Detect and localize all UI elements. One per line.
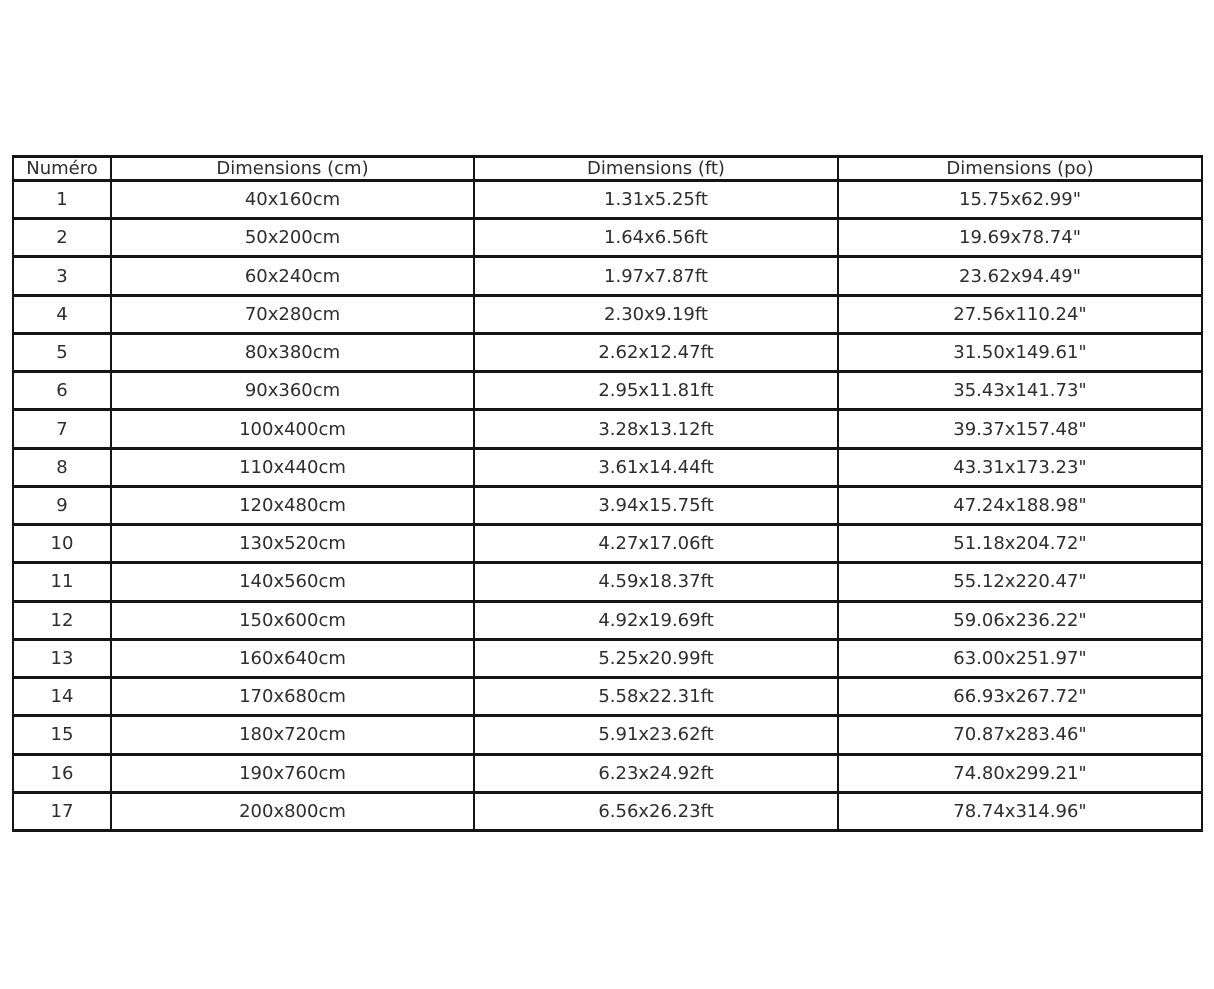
- table-cell: 2.95x11.81ft: [474, 372, 838, 410]
- table-cell: 70.87x283.46": [838, 716, 1202, 754]
- table-cell: 120x480cm: [111, 486, 474, 524]
- table-row: [13, 792, 1202, 830]
- table-row: [13, 448, 1202, 486]
- table-cell: 160x640cm: [111, 639, 474, 677]
- table-row: [13, 525, 1202, 563]
- table-cell: 190x760cm: [111, 754, 474, 792]
- table-row: [13, 257, 1202, 295]
- table-cell: 59.06x236.22": [838, 601, 1202, 639]
- column-header-dimensions-ft: Dimensions (ft): [474, 157, 838, 181]
- column-header-dimensions-po: Dimensions (po): [838, 157, 1202, 181]
- header-row: [13, 157, 1202, 181]
- table-cell: 17: [13, 792, 111, 830]
- table-row: [13, 181, 1202, 219]
- table-row: [13, 486, 1202, 524]
- table-cell: 3.28x13.12ft: [474, 410, 838, 448]
- table-cell: 80x380cm: [111, 333, 474, 371]
- column-header-dimensions-cm: Dimensions (cm): [111, 157, 474, 181]
- table-cell: 6.56x26.23ft: [474, 792, 838, 830]
- table-row: [13, 333, 1202, 371]
- table-cell: 55.12x220.47": [838, 563, 1202, 601]
- table-cell: 14: [13, 678, 111, 716]
- table-cell: 1.97x7.87ft: [474, 257, 838, 295]
- table-cell: 3: [13, 257, 111, 295]
- table-cell: 1: [13, 181, 111, 219]
- table-cell: 63.00x251.97": [838, 639, 1202, 677]
- table-cell: 110x440cm: [111, 448, 474, 486]
- table-row: [13, 601, 1202, 639]
- table-cell: 8: [13, 448, 111, 486]
- table-cell: 4.59x18.37ft: [474, 563, 838, 601]
- table-cell: 9: [13, 486, 111, 524]
- table-row: [13, 639, 1202, 677]
- table-cell: 16: [13, 754, 111, 792]
- table-cell: 170x680cm: [111, 678, 474, 716]
- table-cell: 12: [13, 601, 111, 639]
- table-row: [13, 410, 1202, 448]
- table-cell: 150x600cm: [111, 601, 474, 639]
- table-cell: 51.18x204.72": [838, 525, 1202, 563]
- dimensions-table: [12, 155, 1203, 832]
- table-cell: 50x200cm: [111, 219, 474, 257]
- table-cell: 70x280cm: [111, 295, 474, 333]
- table-cell: 15: [13, 716, 111, 754]
- table-cell: 4: [13, 295, 111, 333]
- table-cell: 100x400cm: [111, 410, 474, 448]
- table-cell: 40x160cm: [111, 181, 474, 219]
- table-cell: 5.58x22.31ft: [474, 678, 838, 716]
- table-cell: 13: [13, 639, 111, 677]
- table-cell: 43.31x173.23": [838, 448, 1202, 486]
- table-row: [13, 372, 1202, 410]
- table-row: [13, 754, 1202, 792]
- table-cell: 11: [13, 563, 111, 601]
- table-cell: 66.93x267.72": [838, 678, 1202, 716]
- table-cell: 5: [13, 333, 111, 371]
- table-cell: 6: [13, 372, 111, 410]
- table-cell: 3.94x15.75ft: [474, 486, 838, 524]
- table-cell: 140x560cm: [111, 563, 474, 601]
- table-cell: 6.23x24.92ft: [474, 754, 838, 792]
- table-cell: 200x800cm: [111, 792, 474, 830]
- table-cell: 2.62x12.47ft: [474, 333, 838, 371]
- table-cell: 39.37x157.48": [838, 410, 1202, 448]
- table-cell: 10: [13, 525, 111, 563]
- table-cell: 1.64x6.56ft: [474, 219, 838, 257]
- table-cell: 27.56x110.24": [838, 295, 1202, 333]
- table-cell: 15.75x62.99": [838, 181, 1202, 219]
- table-cell: 78.74x314.96": [838, 792, 1202, 830]
- table-cell: 7: [13, 410, 111, 448]
- table-cell: 4.92x19.69ft: [474, 601, 838, 639]
- table-cell: 3.61x14.44ft: [474, 448, 838, 486]
- table-cell: 60x240cm: [111, 257, 474, 295]
- table-body: [13, 181, 1202, 831]
- table-cell: 1.31x5.25ft: [474, 181, 838, 219]
- column-header-numero: Numéro: [13, 157, 111, 181]
- table-cell: 74.80x299.21": [838, 754, 1202, 792]
- table-cell: 5.25x20.99ft: [474, 639, 838, 677]
- table-cell: 47.24x188.98": [838, 486, 1202, 524]
- table-cell: 180x720cm: [111, 716, 474, 754]
- table-cell: 2: [13, 219, 111, 257]
- table-cell: 31.50x149.61": [838, 333, 1202, 371]
- table-cell: 35.43x141.73": [838, 372, 1202, 410]
- table-cell: 5.91x23.62ft: [474, 716, 838, 754]
- table-row: [13, 219, 1202, 257]
- table-cell: 90x360cm: [111, 372, 474, 410]
- table-cell: 130x520cm: [111, 525, 474, 563]
- table-cell: 23.62x94.49": [838, 257, 1202, 295]
- table-cell: 4.27x17.06ft: [474, 525, 838, 563]
- table-row: [13, 716, 1202, 754]
- table-cell: 2.30x9.19ft: [474, 295, 838, 333]
- table-row: [13, 295, 1202, 333]
- table-cell: 19.69x78.74": [838, 219, 1202, 257]
- table-row: [13, 563, 1202, 601]
- table-row: [13, 678, 1202, 716]
